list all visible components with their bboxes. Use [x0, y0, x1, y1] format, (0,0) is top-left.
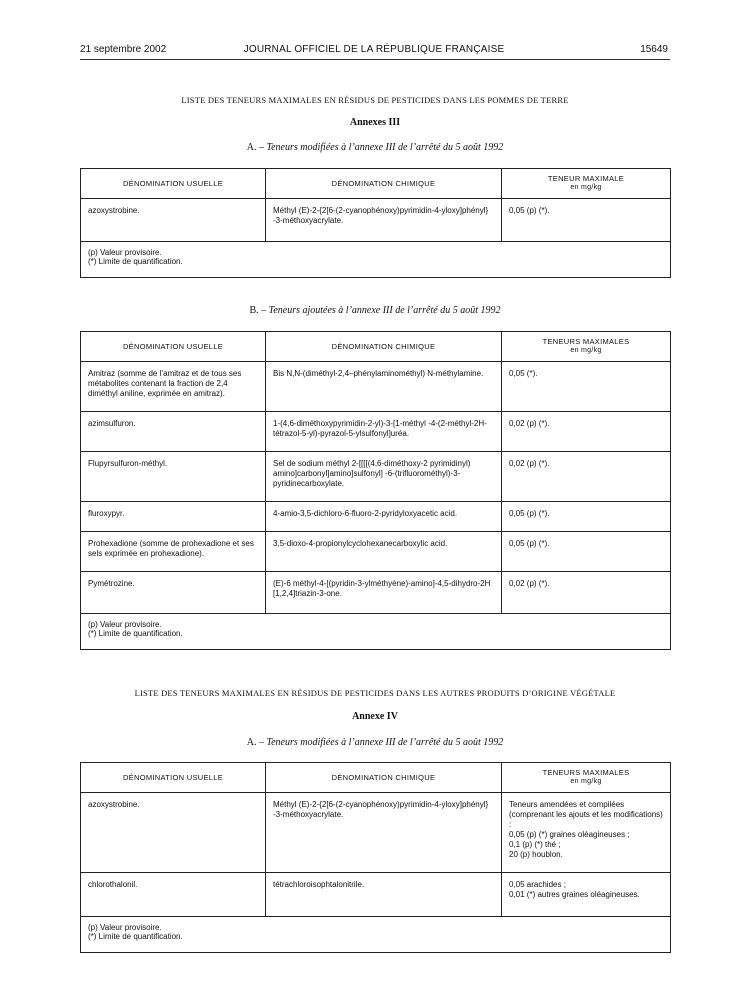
table-row — [81, 793, 671, 873]
note-quantification: (*) Limite de quantification. — [88, 932, 183, 942]
table-annex3-modified — [80, 168, 671, 278]
cell-value: 0,05 (p) (*). — [502, 199, 671, 242]
cell-chemical: Méthyl (E)-2-{2[6-(2-cyanophénoxy)pyrimidin-4-yloxy]phényl} -3-méthoxyacrylate. — [266, 793, 502, 873]
cell-usual: azoxystrobine. — [81, 793, 266, 873]
section1-a-text: Teneurs modifiées à l’annexe III de l’arrêté du 5 août 1992 — [266, 142, 504, 153]
table-notes — [81, 242, 671, 278]
section2-heading: LISTE DES TENEURS MAXIMALES EN RÉSIDUS DE PESTICIDES DANS LES AUTRES PRODUITS D’ORIGINE VÉGÉTALE — [134, 688, 616, 698]
cell-usual: Amitraz (somme de l’amitraz et de tous ses métabolites contenant la fraction de 2,4 diméthyl aniline, exprimée en amitraz). — [81, 362, 266, 412]
cell-chemical: 3,5-dioxo-4-propionylcyclohexanecarboxylic acid. — [266, 532, 502, 572]
cell-usual: Flupyrsulfuron-méthyl. — [81, 452, 266, 502]
note-provisional: (p) Valeur provisoire. — [88, 620, 162, 629]
value-line: Teneurs amendées et compilées — [509, 800, 625, 809]
cell-value: 0,02 (p) (*). — [502, 452, 671, 502]
table-row — [81, 873, 671, 917]
value-line: 0,05 (p) (*) graines oléagineuses ; — [509, 830, 630, 839]
cell-usual: azoxystrobine. — [81, 199, 266, 242]
section2-a-title — [80, 737, 670, 748]
page-number: 15649 — [640, 44, 668, 55]
cell-value: 0,02 (p) (*). — [502, 412, 671, 452]
cell-usual: chlorothalonil. — [81, 873, 266, 917]
cell-value — [502, 873, 671, 917]
cell-value — [502, 793, 671, 873]
header-rule — [80, 59, 670, 60]
col-header-usual: DÉNOMINATION USUELLE — [81, 763, 266, 793]
cell-value: 0,05 (*). — [502, 362, 671, 412]
value-line: (comprenant les ajouts et les modifications) : — [509, 810, 663, 829]
table-header-row — [81, 332, 671, 362]
header-date: 21 septembre 2002 — [80, 44, 167, 55]
note-quantification: (*) Limite de quantification. — [88, 629, 183, 639]
col-header-unit: en mg/kg — [570, 346, 602, 354]
journal-title: JOURNAL OFFICIEL DE LA RÉPUBLIQUE FRANÇAISE — [243, 44, 505, 55]
note-quantification: (*) Limite de quantification. — [88, 257, 183, 267]
cell-chemical: 1-(4,6-diméthoxypyrimidin-2-yl)-3-[1-méthyl -4-(2-méthyl-2H-tétrazol-5-yl)-pyrazol-5-ylsulfonyl]uréa. — [266, 412, 502, 452]
cell-chemical: Méthyl (E)-2-{2[6-(2-cyanophénoxy)pyrimidin-4-yloxy]phényl} -3-méthoxyacrylate. — [266, 199, 502, 242]
section1-b-title — [80, 305, 670, 316]
col-header-unit: en mg/kg — [570, 183, 602, 191]
col-header-chemical: DÉNOMINATION CHIMIQUE — [266, 169, 502, 199]
table-row — [81, 532, 671, 572]
section2-a-text: Teneurs modifiées à l’annexe III de l’arrêté du 5 août 1992 — [266, 737, 504, 748]
table-header-row — [81, 169, 671, 199]
table-header-row — [81, 763, 671, 793]
table-row — [81, 452, 671, 502]
cell-usual: Prohexadione (somme de prohexadione et ses sels exprimée en prohexadione). — [81, 532, 266, 572]
col-header-usual: DÉNOMINATION USUELLE — [81, 332, 266, 362]
section1-b-text: Teneurs ajoutées à l’annexe III de l’arrêté du 5 août 1992 — [268, 305, 501, 316]
cell-usual: fluroxypyr. — [81, 502, 266, 532]
col-header-chemical: DÉNOMINATION CHIMIQUE — [266, 763, 502, 793]
cell-usual: azimsulfuron. — [81, 412, 266, 452]
value-line: 0,01 (*) autres graines oléagineuses. — [509, 890, 640, 899]
table-notes-row — [81, 917, 671, 953]
section2-a-letter: A. – — [246, 737, 264, 748]
note-provisional: (p) Valeur provisoire. — [88, 923, 162, 932]
table-row — [81, 572, 671, 614]
col-header-max: TENEURS MAXIMALES en mg/kg — [502, 763, 671, 793]
cell-chemical: 4-amio-3,5-dichloro-6-fluoro-2-pyridyloxyacetic acid. — [266, 502, 502, 532]
table-row — [81, 199, 671, 242]
col-header-max: TENEURS MAXIMALES en mg/kg — [502, 332, 671, 362]
table-row — [81, 412, 671, 452]
section1-heading: LISTE DES TENEURS MAXIMALES EN RÉSIDUS DE PESTICIDES DANS LES POMMES DE TERRE — [181, 95, 569, 105]
col-header-unit: en mg/kg — [570, 777, 602, 785]
value-line: 20 (p) houblon. — [509, 850, 563, 859]
cell-value: 0,02 (p) (*). — [502, 572, 671, 614]
table-row — [81, 502, 671, 532]
cell-usual: Pymétrozine. — [81, 572, 266, 614]
value-line: 0,1 (p) (*) thé ; — [509, 840, 561, 849]
table-row — [81, 362, 671, 412]
col-header-max: TENEUR MAXIMALE en mg/kg — [502, 169, 671, 199]
section1-b-letter: B. – — [249, 305, 267, 316]
section1-a-letter: A. – — [246, 142, 264, 153]
col-header-chemical: DÉNOMINATION CHIMIQUE — [266, 332, 502, 362]
value-line: 0,05 arachides ; — [509, 880, 566, 889]
section2-annex: Annexe IV — [352, 711, 398, 722]
table-notes-row — [81, 242, 671, 278]
table-annex3-added — [80, 331, 671, 650]
col-header-usual: DÉNOMINATION USUELLE — [81, 169, 266, 199]
cell-chemical: Bis N,N-(diméthyl-2,4–phénylaminométhyl) N-méthylamine. — [266, 362, 502, 412]
cell-value: 0,05 (p) (*). — [502, 532, 671, 572]
section1-annex: Annexes III — [349, 117, 401, 128]
table-notes — [81, 614, 671, 650]
cell-value: 0,05 (p) (*). — [502, 502, 671, 532]
cell-chemical: tétrachloroisophtalonitrile. — [266, 873, 502, 917]
table-notes — [81, 917, 671, 953]
section1-a-title — [80, 142, 670, 153]
table-annex4-modified — [80, 762, 671, 953]
note-provisional: (p) Valeur provisoire. — [88, 248, 162, 257]
table-notes-row — [81, 614, 671, 650]
cell-chemical: (E)-6 méthyl-4-[(pyridin-3-ylméthyène)-amino]-4,5-dihydro-2H [1,2,4]triazin-3-one. — [266, 572, 502, 614]
cell-chemical: Sel de sodium méthyl 2-[[[[(4,6-diméthoxy-2 pyrimidinyl) amino]carbonyl]amino]sulfonyl] -6-(trifluorométhyl)-3-pyridinecarboxylate. — [266, 452, 502, 502]
